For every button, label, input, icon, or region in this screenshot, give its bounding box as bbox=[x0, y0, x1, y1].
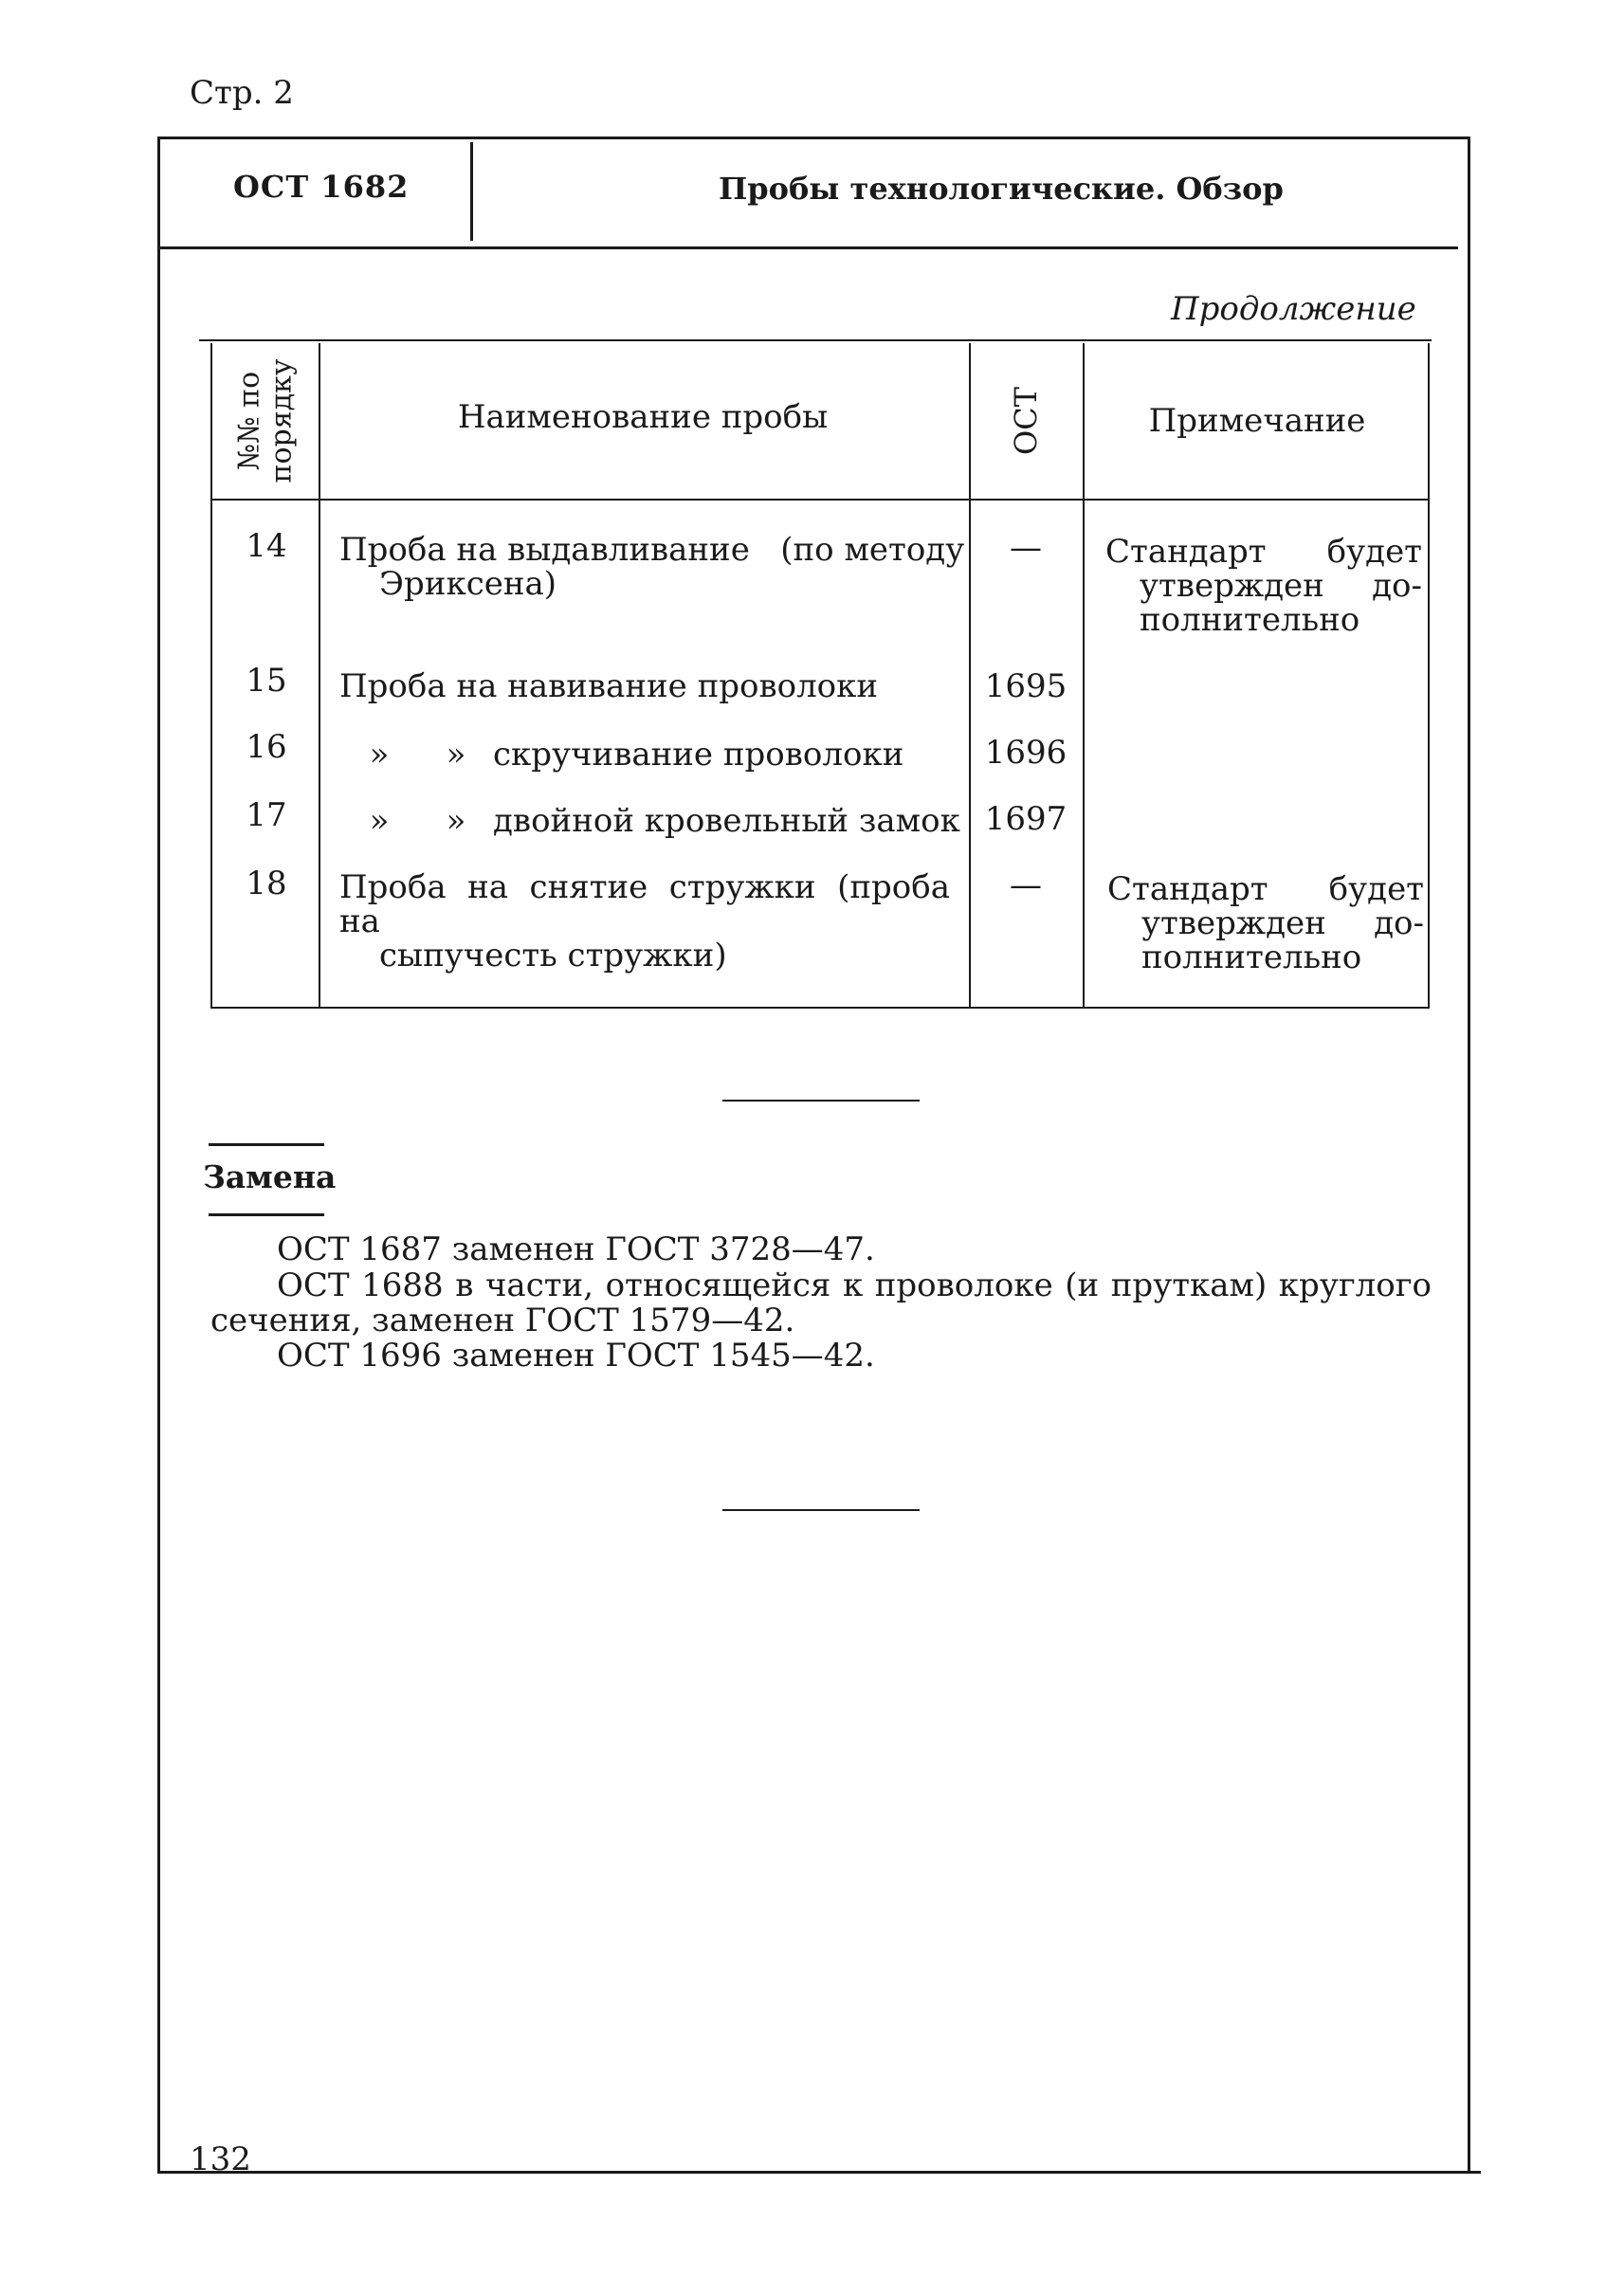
row-name-continuation: Эриксена) bbox=[379, 565, 557, 603]
row-name bbox=[339, 870, 950, 973]
column-header-name: Наименование пробы bbox=[457, 398, 829, 436]
table-col1-line bbox=[319, 343, 320, 1009]
column-header-number-text: №№ по порядку bbox=[233, 358, 299, 483]
table-header-bottom-line bbox=[210, 499, 1430, 501]
replacement-title-rule-top bbox=[209, 1143, 324, 1146]
row-name-text: двойной кровельный замок bbox=[493, 802, 960, 840]
row-number: 16 bbox=[246, 728, 287, 766]
row-number: 14 bbox=[246, 527, 287, 565]
row-number: 18 bbox=[246, 865, 287, 902]
row-name-line: Проба на снятие стружки (проба на bbox=[339, 868, 950, 940]
column-header-ost bbox=[969, 349, 1083, 493]
row-ost: — bbox=[1010, 529, 1042, 567]
frame-right-line bbox=[1468, 137, 1470, 2173]
row-name-text: скручивание проволоки bbox=[493, 736, 904, 774]
ditto-mark: » bbox=[369, 736, 390, 774]
header-divider bbox=[470, 142, 473, 241]
row-name bbox=[339, 738, 992, 772]
column-header-note: Примечание bbox=[1148, 402, 1366, 440]
replacement-paragraph: ОСТ 1687 заменен ГОСТ 3728—47. bbox=[277, 1230, 875, 1268]
row-note bbox=[1105, 535, 1422, 637]
row-name-line: Проба на выдавливание (по методу bbox=[339, 531, 965, 569]
row-note-first-line bbox=[1107, 872, 1424, 906]
ditto-mark: » bbox=[446, 736, 466, 774]
column-header-ost-text: ОСТ bbox=[1008, 386, 1044, 456]
row-note-word: будет bbox=[1328, 870, 1424, 908]
column-header-number bbox=[214, 349, 319, 493]
frame-header-bottom-line bbox=[157, 246, 1458, 249]
row-ost: 1696 bbox=[984, 734, 1067, 772]
row-number: 17 bbox=[246, 796, 287, 834]
table-col3-line bbox=[1083, 343, 1085, 1009]
row-note-first-line bbox=[1105, 535, 1422, 569]
table-right-line bbox=[1428, 343, 1430, 1009]
row-number: 15 bbox=[246, 662, 287, 700]
section-separator bbox=[722, 1100, 920, 1102]
ditto-mark: » bbox=[369, 802, 390, 840]
page-number-bottom: 132 bbox=[190, 2140, 251, 2178]
row-note bbox=[1107, 872, 1424, 974]
row-note-word: Стандарт bbox=[1105, 533, 1267, 571]
replacement-paragraph: ОСТ 1688 в части, относящейся к проволоке (и пруткам) круглого сечения, заменен ГОСТ 1579—42. bbox=[210, 1266, 1432, 1339]
header-title: Пробы технологические. Обзор bbox=[719, 171, 1284, 207]
header-code: ОСТ 1682 bbox=[233, 169, 410, 205]
replacement-paragraph: ОСТ 1696 заменен ГОСТ 1545—42. bbox=[277, 1337, 875, 1375]
replacement-title: Замена bbox=[203, 1158, 337, 1195]
row-name bbox=[339, 804, 992, 838]
table-bottom-line bbox=[210, 1007, 1430, 1009]
row-note-word: Стандарт bbox=[1107, 870, 1268, 908]
end-separator bbox=[722, 1509, 920, 1511]
row-note-word: будет bbox=[1326, 533, 1422, 571]
row-note-rest: утвержден до- полнительно bbox=[1141, 904, 1424, 976]
table-left-line bbox=[210, 343, 212, 1009]
replacement-title-rule-bottom bbox=[209, 1213, 324, 1216]
row-note-rest: утвержден до- полнительно bbox=[1140, 567, 1422, 639]
continuation-label: Продолжение bbox=[1171, 290, 1416, 328]
row-ost: — bbox=[1010, 866, 1042, 904]
row-ost: 1695 bbox=[984, 667, 1067, 705]
row-name bbox=[339, 531, 965, 603]
row-ost: 1697 bbox=[984, 800, 1067, 838]
frame-top-line bbox=[157, 137, 1469, 139]
row-name-continuation: сыпучесть стружки) bbox=[379, 937, 727, 974]
frame-bottom-line bbox=[157, 2171, 1481, 2174]
page-number-top: Стр. 2 bbox=[190, 74, 294, 112]
row-name: Проба на навивание проволоки bbox=[339, 667, 879, 705]
frame-left-line bbox=[157, 137, 160, 2173]
ditto-mark: » bbox=[446, 802, 466, 840]
table-top-line bbox=[199, 339, 1432, 341]
